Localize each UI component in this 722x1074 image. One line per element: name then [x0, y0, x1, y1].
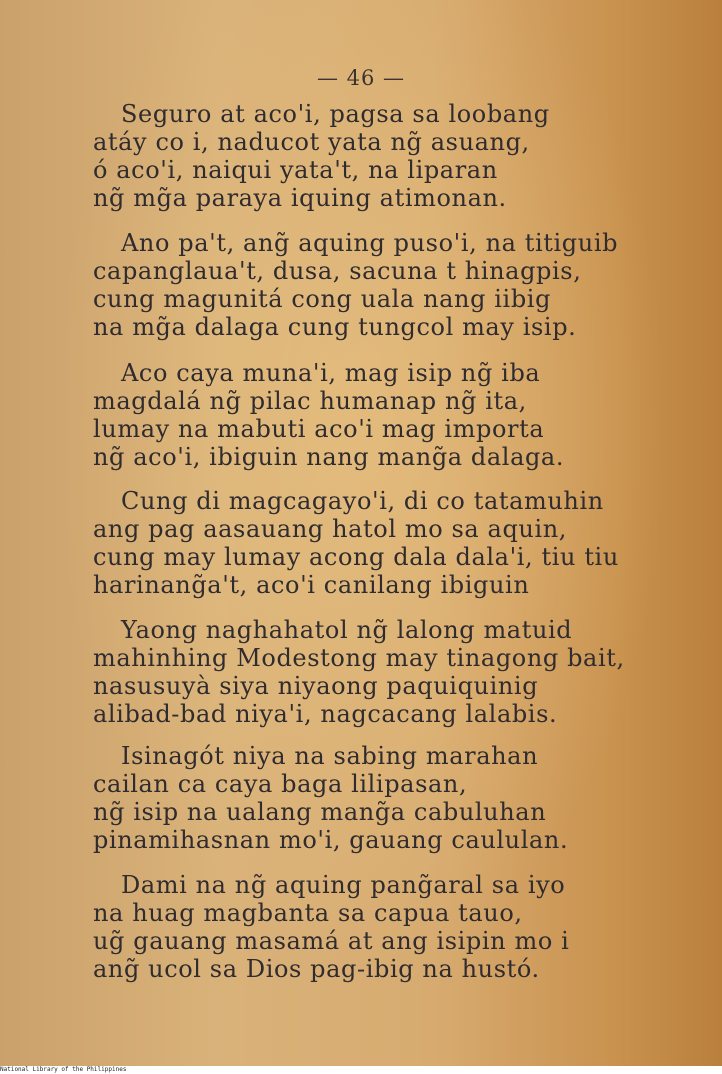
- verse-line: ng̃ mg̃a paraya iquing atimonan.: [93, 184, 507, 212]
- verse-line: Ano pa't, ang̃ aquing puso'i, na titiguib: [121, 229, 619, 257]
- verse-line: ó aco'i, naiqui yata't, na liparan: [93, 156, 498, 184]
- verse-line: ng̃ isip na ualang mang̃a cabuluhan: [93, 798, 547, 826]
- verse-line: ang̃ ucol sa Dios pag-ibig na hustó.: [93, 955, 540, 983]
- library-credit: National Library of the Philippines: [0, 1066, 127, 1073]
- verse-line: na huag magbanta sa capua tauo,: [93, 899, 523, 927]
- verse-line: Isinagót niya na sabing marahan: [121, 742, 539, 770]
- verse-line: ug̃ gauang masamá at ang isipin mo i: [93, 927, 570, 955]
- page-number: — 46 —: [316, 66, 406, 90]
- verse-line: lumay na mabuti aco'i mag importa: [93, 415, 545, 443]
- footer-strip: [0, 1066, 722, 1074]
- verse-line: alibad-bad niya'i, nagcacang lalabis.: [93, 700, 558, 728]
- verse-line: ng̃ aco'i, ibiguin nang mang̃a dalaga.: [93, 443, 565, 471]
- verse-line: cung magunitá cong uala nang iibig: [93, 285, 552, 313]
- verse-line: ang pag aasauang hatol mo sa aquin,: [93, 515, 568, 543]
- verse-line: cung may lumay acong dala dala'i, tiu tiu: [93, 543, 619, 571]
- verse-line: Seguro at aco'i, pagsa sa loobang: [121, 100, 550, 128]
- verse-line: atáy co i, naducot yata ng̃ asuang,: [93, 128, 530, 156]
- verse-line: na mg̃a dalaga cung tungcol may isip.: [93, 313, 577, 341]
- verse-line: mahinhing Modestong may tinagong bait,: [93, 644, 625, 672]
- verse-line: magdalá ng̃ pilac humanap ng̃ ita,: [93, 387, 527, 415]
- verse-line: Yaong naghahatol ng̃ lalong matuid: [121, 616, 573, 644]
- verse-line: Dami na ng̃ aquing pang̃aral sa iyo: [121, 871, 566, 899]
- verse-line: pinamihasnan mo'i, gauang caululan.: [93, 826, 569, 854]
- verse-line: Cung di magcagayo'i, di co tatamuhin: [121, 487, 604, 515]
- verse-line: Aco caya muna'i, mag isip ng̃ iba: [121, 359, 541, 387]
- verse-line: capanglaua't, dusa, sacuna t hinagpis,: [93, 257, 582, 285]
- verse-line: harinang̃a't, aco'i canilang ibiguin: [93, 571, 530, 599]
- verse-line: cailan ca caya baga lilipasan,: [93, 770, 468, 798]
- verse-line: nasusuyà siya niyaong paquiquinig: [93, 672, 539, 700]
